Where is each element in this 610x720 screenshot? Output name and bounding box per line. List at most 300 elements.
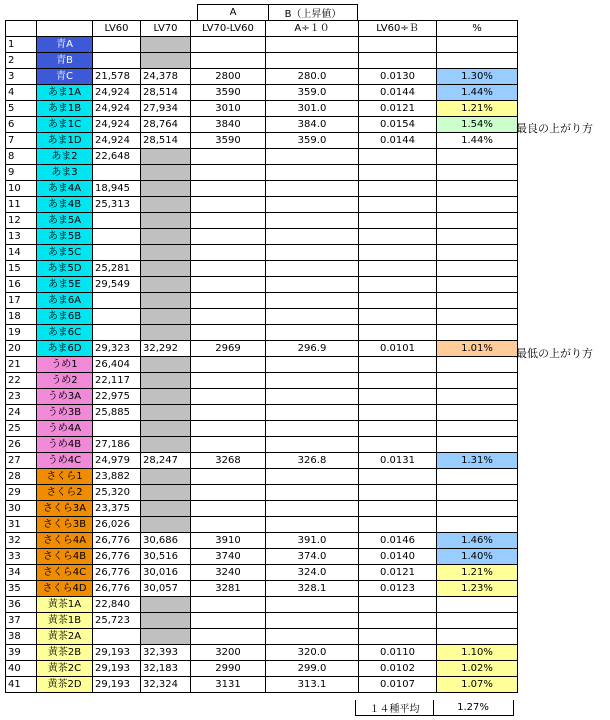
row-number: 5: [6, 101, 37, 117]
item-name: あま1D: [37, 133, 93, 149]
diff-cell: 3910: [191, 533, 266, 549]
item-name: さくら4B: [37, 549, 93, 565]
ratio-cell: [359, 405, 437, 421]
item-name: あま4A: [37, 181, 93, 197]
diff-cell: [191, 293, 266, 309]
diff-cell: [191, 37, 266, 53]
pct-cell: 1.46%: [437, 533, 518, 549]
table-row: [6, 517, 518, 533]
pct-cell: [437, 613, 518, 629]
item-name: 黄茶1B: [37, 613, 93, 629]
ratio-cell: 0.0130: [359, 69, 437, 85]
row-number: 34: [6, 565, 37, 581]
row-number: 10: [6, 181, 37, 197]
item-name: うめ3A: [37, 389, 93, 405]
pct-cell: 1.44%: [437, 85, 518, 101]
diff-cell: 3590: [191, 133, 266, 149]
item-name: あま1A: [37, 85, 93, 101]
lv70-cell: 30,057: [141, 581, 191, 597]
pct-cell: 1.31%: [437, 453, 518, 469]
ratio-cell: 0.0154: [359, 117, 437, 133]
ratio-cell: 0.0146: [359, 533, 437, 549]
lv70-cell: 32,393: [141, 645, 191, 661]
lv60-cell: 22,117: [93, 373, 141, 389]
lv60-cell: 25,281: [93, 261, 141, 277]
pct-cell: 1.40%: [437, 549, 518, 565]
col-diff-header: LV70-LV60: [191, 21, 266, 37]
table-row: [6, 245, 518, 261]
diff-cell: [191, 421, 266, 437]
table-row: [6, 85, 518, 101]
table-row: [6, 37, 518, 53]
ratio-cell: 0.0121: [359, 101, 437, 117]
diff-cell: 3010: [191, 101, 266, 117]
pct-cell: [437, 373, 518, 389]
lv60-cell: 22,648: [93, 149, 141, 165]
table-row: [6, 277, 518, 293]
table-row: [6, 613, 518, 629]
ratio-cell: [359, 213, 437, 229]
row-number: 39: [6, 645, 37, 661]
lv70-cell: [141, 37, 191, 53]
row-number: 23: [6, 389, 37, 405]
b-cell: [266, 389, 359, 405]
summary-label: １４種平均: [355, 700, 434, 716]
item-name: 黄茶1A: [37, 597, 93, 613]
table-row: [6, 469, 518, 485]
pct-cell: 1.07%: [437, 677, 518, 693]
row-number: 8: [6, 149, 37, 165]
table-row: [6, 629, 518, 645]
item-name: うめ4B: [37, 437, 93, 453]
lv70-cell: 28,514: [141, 133, 191, 149]
lv60-cell: 22,975: [93, 389, 141, 405]
pct-cell: [437, 421, 518, 437]
diff-cell: 2990: [191, 661, 266, 677]
b-cell: [266, 149, 359, 165]
row-number: 33: [6, 549, 37, 565]
b-cell: 374.0: [266, 549, 359, 565]
pct-cell: 1.01%: [437, 341, 518, 357]
item-name: うめ3B: [37, 405, 93, 421]
b-cell: [266, 277, 359, 293]
item-name: さくら1: [37, 469, 93, 485]
lv60-cell: 23,375: [93, 501, 141, 517]
lv60-cell: 29,193: [93, 645, 141, 661]
summary-value: 1.27%: [433, 700, 514, 716]
b-cell: [266, 501, 359, 517]
item-name: 黄茶2B: [37, 645, 93, 661]
b-cell: [266, 357, 359, 373]
ratio-cell: [359, 181, 437, 197]
pct-cell: [437, 277, 518, 293]
lv60-cell: 26,776: [93, 565, 141, 581]
lv70-cell: 32,183: [141, 661, 191, 677]
table-row: [6, 325, 518, 341]
lv60-cell: 21,578: [93, 69, 141, 85]
pct-cell: [437, 517, 518, 533]
row-number: 21: [6, 357, 37, 373]
lv60-cell: 26,404: [93, 357, 141, 373]
item-name: さくら2: [37, 485, 93, 501]
col-lv70-header: LV70: [141, 21, 191, 37]
lv70-cell: [141, 389, 191, 405]
diff-cell: [191, 197, 266, 213]
row-number: 40: [6, 661, 37, 677]
pct-cell: [437, 293, 518, 309]
b-cell: [266, 37, 359, 53]
table-row: [6, 165, 518, 181]
note-worst: 最低の上がり方: [516, 347, 593, 360]
item-name: あま3: [37, 165, 93, 181]
diff-cell: 3740: [191, 549, 266, 565]
row-number: 41: [6, 677, 37, 693]
row-number: 15: [6, 261, 37, 277]
diff-cell: [191, 405, 266, 421]
diff-cell: 2969: [191, 341, 266, 357]
item-name: 黄茶2A: [37, 629, 93, 645]
b-cell: [266, 437, 359, 453]
row-number: 17: [6, 293, 37, 309]
item-name: あま2: [37, 149, 93, 165]
ratio-cell: 0.0140: [359, 549, 437, 565]
ratio-cell: 0.0144: [359, 133, 437, 149]
row-number: 4: [6, 85, 37, 101]
table-row: [6, 677, 518, 693]
row-number: 28: [6, 469, 37, 485]
ratio-cell: [359, 277, 437, 293]
diff-cell: [191, 437, 266, 453]
pct-cell: 1.02%: [437, 661, 518, 677]
col-name-header: [37, 21, 93, 37]
lv60-cell: [93, 421, 141, 437]
ratio-cell: [359, 37, 437, 53]
item-name: あま6B: [37, 309, 93, 325]
lv70-cell: 28,514: [141, 85, 191, 101]
item-name: 青B: [37, 53, 93, 69]
diff-cell: 3200: [191, 645, 266, 661]
b-cell: [266, 485, 359, 501]
table-row: [6, 581, 518, 597]
lv70-cell: 32,292: [141, 341, 191, 357]
row-number: 27: [6, 453, 37, 469]
row-number: 3: [6, 69, 37, 85]
diff-cell: [191, 213, 266, 229]
table-row: [6, 293, 518, 309]
lv60-cell: [93, 325, 141, 341]
item-name: 青A: [37, 37, 93, 53]
lv60-cell: 18,945: [93, 181, 141, 197]
b-cell: [266, 405, 359, 421]
pct-cell: [437, 325, 518, 341]
row-number: 9: [6, 165, 37, 181]
table-row: [6, 661, 518, 677]
b-cell: [266, 629, 359, 645]
row-number: 26: [6, 437, 37, 453]
b-cell: 296.9: [266, 341, 359, 357]
table-row: [6, 149, 518, 165]
ratio-cell: [359, 197, 437, 213]
lv60-cell: 29,193: [93, 677, 141, 693]
diff-cell: 2800: [191, 69, 266, 85]
ratio-cell: [359, 149, 437, 165]
row-number: 2: [6, 53, 37, 69]
table-row: [6, 645, 518, 661]
pct-cell: [437, 181, 518, 197]
table-row: [6, 373, 518, 389]
lv70-cell: [141, 293, 191, 309]
lv60-cell: 24,924: [93, 117, 141, 133]
pct-cell: 1.21%: [437, 101, 518, 117]
item-name: あま1C: [37, 117, 93, 133]
row-number: 19: [6, 325, 37, 341]
pct-cell: [437, 501, 518, 517]
lv70-cell: [141, 501, 191, 517]
b-cell: 326.8: [266, 453, 359, 469]
ratio-cell: [359, 53, 437, 69]
item-name: さくら4C: [37, 565, 93, 581]
table-row: [6, 565, 518, 581]
data-table: [5, 20, 518, 693]
pct-cell: [437, 261, 518, 277]
lv60-cell: 23,882: [93, 469, 141, 485]
row-number: 38: [6, 629, 37, 645]
table-row: [6, 357, 518, 373]
lv60-cell: [93, 309, 141, 325]
pct-cell: [437, 629, 518, 645]
row-number: 37: [6, 613, 37, 629]
b-cell: [266, 213, 359, 229]
pct-cell: [437, 229, 518, 245]
table-row: [6, 197, 518, 213]
ratio-cell: [359, 309, 437, 325]
b-cell: 313.1: [266, 677, 359, 693]
diff-cell: [191, 373, 266, 389]
table-row: [6, 309, 518, 325]
lv60-cell: [93, 213, 141, 229]
lv60-cell: 24,924: [93, 101, 141, 117]
b-cell: 359.0: [266, 133, 359, 149]
lv70-cell: [141, 245, 191, 261]
lv70-cell: [141, 437, 191, 453]
b-cell: [266, 517, 359, 533]
lv70-cell: [141, 373, 191, 389]
lv60-cell: 27,186: [93, 437, 141, 453]
item-name: うめ4C: [37, 453, 93, 469]
lv60-cell: 29,323: [93, 341, 141, 357]
row-number: 32: [6, 533, 37, 549]
row-number: 7: [6, 133, 37, 149]
lv60-cell: 22,840: [93, 597, 141, 613]
row-number: 25: [6, 421, 37, 437]
lv70-cell: [141, 149, 191, 165]
row-number: 13: [6, 229, 37, 245]
row-number: 22: [6, 373, 37, 389]
b-cell: 384.0: [266, 117, 359, 133]
pct-cell: 1.21%: [437, 565, 518, 581]
lv70-cell: [141, 277, 191, 293]
table-row: [6, 261, 518, 277]
table-row: [6, 213, 518, 229]
lv70-cell: 28,764: [141, 117, 191, 133]
lv70-cell: 30,016: [141, 565, 191, 581]
b-cell: [266, 373, 359, 389]
item-name: さくら3A: [37, 501, 93, 517]
item-name: 黄茶2C: [37, 661, 93, 677]
ratio-cell: [359, 373, 437, 389]
header-b: B（上昇値）: [268, 4, 358, 21]
lv70-cell: [141, 357, 191, 373]
pct-cell: [437, 309, 518, 325]
ratio-cell: [359, 293, 437, 309]
item-name: あま5E: [37, 277, 93, 293]
b-cell: [266, 261, 359, 277]
table-row: [6, 53, 518, 69]
lv60-cell: 24,924: [93, 85, 141, 101]
b-cell: 391.0: [266, 533, 359, 549]
item-name: 黄茶2D: [37, 677, 93, 693]
pct-cell: [437, 357, 518, 373]
b-cell: 280.0: [266, 69, 359, 85]
item-name: あま5D: [37, 261, 93, 277]
diff-cell: [191, 309, 266, 325]
ratio-cell: [359, 485, 437, 501]
ratio-cell: [359, 629, 437, 645]
row-number: 29: [6, 485, 37, 501]
col-pct-header: %: [437, 21, 518, 37]
b-cell: [266, 293, 359, 309]
lv70-cell: [141, 485, 191, 501]
b-cell: [266, 165, 359, 181]
lv60-cell: 25,313: [93, 197, 141, 213]
ratio-cell: 0.0107: [359, 677, 437, 693]
diff-cell: 3131: [191, 677, 266, 693]
table-row: [6, 485, 518, 501]
diff-cell: [191, 357, 266, 373]
diff-cell: [191, 501, 266, 517]
pct-cell: [437, 437, 518, 453]
diff-cell: [191, 245, 266, 261]
b-cell: [266, 229, 359, 245]
col-ratio-header: LV60÷Ｂ: [359, 21, 437, 37]
lv70-cell: 27,934: [141, 101, 191, 117]
row-number: 30: [6, 501, 37, 517]
lv70-cell: [141, 165, 191, 181]
b-cell: [266, 53, 359, 69]
diff-cell: [191, 277, 266, 293]
ratio-cell: [359, 501, 437, 517]
item-name: あま5B: [37, 229, 93, 245]
pct-cell: [437, 389, 518, 405]
b-cell: [266, 197, 359, 213]
lv60-cell: 25,885: [93, 405, 141, 421]
lv60-cell: 24,979: [93, 453, 141, 469]
diff-cell: 3268: [191, 453, 266, 469]
ratio-cell: [359, 437, 437, 453]
pct-cell: 1.44%: [437, 133, 518, 149]
pct-cell: [437, 197, 518, 213]
lv60-cell: [93, 293, 141, 309]
b-cell: 328.1: [266, 581, 359, 597]
diff-cell: [191, 149, 266, 165]
lv70-cell: [141, 197, 191, 213]
lv60-cell: [93, 629, 141, 645]
col-b-header: A÷１０: [266, 21, 359, 37]
table-row: [6, 453, 518, 469]
pct-cell: [437, 53, 518, 69]
lv70-cell: [141, 229, 191, 245]
lv70-cell: 30,516: [141, 549, 191, 565]
lv70-cell: [141, 309, 191, 325]
lv70-cell: 30,686: [141, 533, 191, 549]
pct-cell: 1.54%: [437, 117, 518, 133]
row-number: 1: [6, 37, 37, 53]
ratio-cell: 0.0121: [359, 565, 437, 581]
pct-cell: [437, 165, 518, 181]
diff-cell: [191, 389, 266, 405]
table-row: [6, 101, 518, 117]
ratio-cell: [359, 613, 437, 629]
lv70-cell: [141, 213, 191, 229]
table-row: [6, 437, 518, 453]
diff-cell: [191, 261, 266, 277]
ratio-cell: [359, 517, 437, 533]
table-row: [6, 341, 518, 357]
b-cell: 299.0: [266, 661, 359, 677]
b-cell: [266, 181, 359, 197]
item-name: うめ2: [37, 373, 93, 389]
row-number: 18: [6, 309, 37, 325]
pct-cell: [437, 597, 518, 613]
diff-cell: [191, 517, 266, 533]
ratio-cell: 0.0110: [359, 645, 437, 661]
lv70-cell: [141, 469, 191, 485]
pct-cell: [437, 405, 518, 421]
item-name: あま6C: [37, 325, 93, 341]
lv60-cell: [93, 165, 141, 181]
table-row: [6, 405, 518, 421]
pct-cell: [437, 485, 518, 501]
row-number: 35: [6, 581, 37, 597]
table-row: [6, 549, 518, 565]
b-cell: [266, 613, 359, 629]
row-number: 31: [6, 517, 37, 533]
b-cell: 301.0: [266, 101, 359, 117]
row-number: 12: [6, 213, 37, 229]
diff-cell: [191, 325, 266, 341]
diff-cell: 3281: [191, 581, 266, 597]
row-number: 16: [6, 277, 37, 293]
ratio-cell: [359, 421, 437, 437]
diff-cell: [191, 181, 266, 197]
item-name: あま6D: [37, 341, 93, 357]
diff-cell: [191, 629, 266, 645]
lv70-cell: [141, 405, 191, 421]
lv60-cell: 26,776: [93, 533, 141, 549]
table-row: [6, 117, 518, 133]
lv60-cell: 29,193: [93, 661, 141, 677]
ratio-cell: [359, 245, 437, 261]
ratio-cell: 0.0131: [359, 453, 437, 469]
lv70-cell: [141, 261, 191, 277]
diff-cell: 3240: [191, 565, 266, 581]
row-number: 14: [6, 245, 37, 261]
pct-cell: [437, 37, 518, 53]
b-cell: [266, 597, 359, 613]
lv70-cell: [141, 629, 191, 645]
row-number: 6: [6, 117, 37, 133]
lv60-cell: [93, 245, 141, 261]
